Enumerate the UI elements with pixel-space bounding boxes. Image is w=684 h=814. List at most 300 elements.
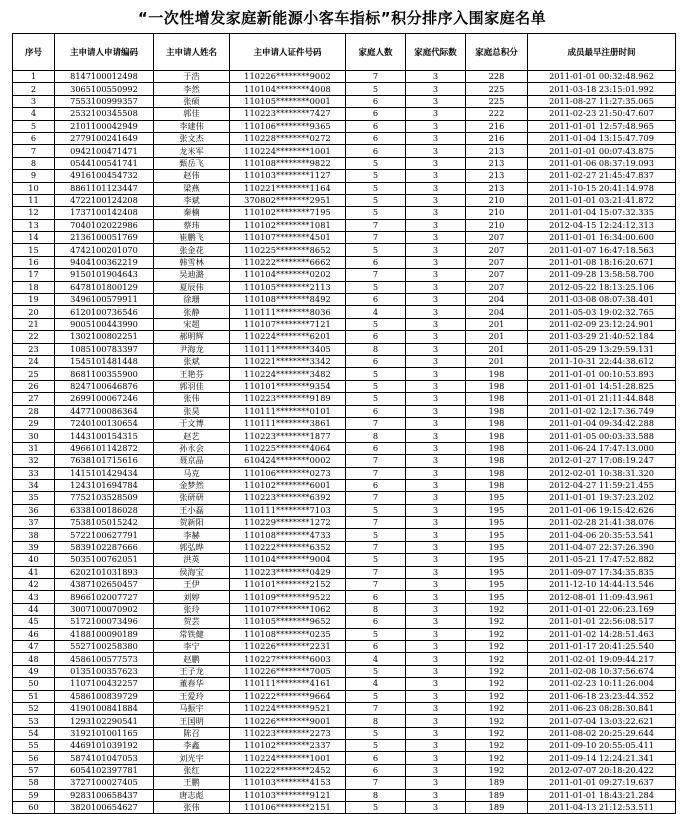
cell-index: 23: [13, 343, 55, 355]
cell-total-score: 222: [466, 108, 528, 120]
cell-index: 59: [13, 789, 55, 801]
cell-register-time: 2011-08-02 20:25:29.644: [528, 727, 676, 739]
cell-code: 4469101039192: [55, 740, 154, 752]
cell-id-number: 110108********0235: [230, 628, 346, 640]
table-row: [13, 417, 676, 429]
col-header-total-score: 家庭总积分: [466, 34, 528, 71]
cell-family-size: 6: [346, 405, 406, 417]
cell-total-score: 225: [466, 95, 528, 107]
cell-total-score: 207: [466, 232, 528, 244]
cell-register-time: 2012-04-15 12:24:12.313: [528, 219, 676, 231]
cell-generations: 3: [406, 442, 466, 454]
cell-code: 0544100541741: [55, 157, 154, 169]
table-row: [13, 83, 676, 95]
cell-total-score: 213: [466, 182, 528, 194]
cell-register-time: 2011-04-06 20:35:53.541: [528, 529, 676, 541]
cell-total-score: 198: [466, 405, 528, 417]
cell-family-size: 6: [346, 591, 406, 603]
cell-id-number: 110223********9189: [230, 393, 346, 405]
cell-index: 60: [13, 802, 55, 814]
cell-total-score: 210: [466, 207, 528, 219]
cell-family-size: 5: [346, 727, 406, 739]
cell-register-time: 2012-04-27 11:59:21.455: [528, 479, 676, 491]
cell-register-time: 2012-01-27 17:08:19.247: [528, 455, 676, 467]
cell-id-number: 110224********3482: [230, 368, 346, 380]
cell-name: 崔鹏飞: [154, 232, 230, 244]
cell-name: 徐珊: [154, 294, 230, 306]
cell-total-score: 228: [466, 71, 528, 83]
cell-total-score: 201: [466, 331, 528, 343]
cell-index: 18: [13, 281, 55, 293]
cell-code: 1243101694784: [55, 479, 154, 491]
cell-name: 龙米军: [154, 145, 230, 157]
table-row: [13, 430, 676, 442]
cell-name: 刘光宇: [154, 752, 230, 764]
table-row: [13, 368, 676, 380]
cell-generations: 3: [406, 281, 466, 293]
cell-total-score: 216: [466, 132, 528, 144]
cell-code: 4742100201070: [55, 244, 154, 256]
table-row: [13, 727, 676, 739]
cell-id-number: 110221********1164: [230, 182, 346, 194]
table-row: [13, 355, 676, 367]
cell-name: 尹海龙: [154, 343, 230, 355]
cell-id-number: 110104********0202: [230, 269, 346, 281]
cell-name: 常铁健: [154, 628, 230, 640]
cell-register-time: 2011-01-06 19:15:42.626: [528, 504, 676, 516]
cell-index: 20: [13, 306, 55, 318]
table-row: [13, 281, 676, 293]
cell-register-time: 2011-08-27 11:27:35.065: [528, 95, 676, 107]
cell-family-size: 5: [346, 690, 406, 702]
table-row: [13, 665, 676, 677]
table-row: [13, 603, 676, 615]
cell-name: 张文杰: [154, 132, 230, 144]
cell-id-number: 110103********1127: [230, 170, 346, 182]
table-row: [13, 132, 676, 144]
cell-index: 58: [13, 777, 55, 789]
cell-index: 3: [13, 95, 55, 107]
cell-total-score: 198: [466, 417, 528, 429]
cell-generations: 3: [406, 479, 466, 491]
table-row: [13, 752, 676, 764]
cell-register-time: 2011-02-23 21:50:47.607: [528, 108, 676, 120]
cell-register-time: 2011-04-07 22:37:26.390: [528, 541, 676, 553]
cell-name: 贺芸: [154, 616, 230, 628]
cell-name: 李然: [154, 83, 230, 95]
table-row: [13, 95, 676, 107]
cell-total-score: 195: [466, 504, 528, 516]
cell-index: 55: [13, 740, 55, 752]
cell-total-score: 198: [466, 380, 528, 392]
col-header-index: 序号: [13, 34, 55, 71]
table-row: [13, 244, 676, 256]
cell-generations: 3: [406, 455, 466, 467]
cell-index: 22: [13, 331, 55, 343]
cell-family-size: 7: [346, 517, 406, 529]
table-row: [13, 764, 676, 776]
table-row: [13, 554, 676, 566]
cell-generations: 3: [406, 232, 466, 244]
cell-code: 4477100086364: [55, 405, 154, 417]
cell-generations: 3: [406, 702, 466, 714]
cell-generations: 3: [406, 306, 466, 318]
table-row: [13, 318, 676, 330]
cell-index: 12: [13, 207, 55, 219]
cell-id-number: 110111********3861: [230, 417, 346, 429]
cell-code: 3820100654627: [55, 802, 154, 814]
cell-family-size: 8: [346, 603, 406, 615]
cell-index: 39: [13, 541, 55, 553]
cell-total-score: 192: [466, 715, 528, 727]
cell-generations: 3: [406, 430, 466, 442]
cell-register-time: 2011-01-02 14:28:51.463: [528, 628, 676, 640]
cell-index: 49: [13, 665, 55, 677]
cell-index: 21: [13, 318, 55, 330]
cell-family-size: 8: [346, 430, 406, 442]
cell-family-size: 8: [346, 789, 406, 801]
cell-generations: 3: [406, 256, 466, 268]
cell-generations: 3: [406, 219, 466, 231]
cell-generations: 3: [406, 653, 466, 665]
table-row: [13, 566, 676, 578]
cell-index: 36: [13, 504, 55, 516]
cell-index: 26: [13, 380, 55, 392]
cell-generations: 3: [406, 120, 466, 132]
cell-family-size: 5: [346, 740, 406, 752]
cell-name: 梁燕: [154, 182, 230, 194]
cell-id-number: 110226********9001: [230, 715, 346, 727]
cell-code: 6338100186028: [55, 504, 154, 516]
cell-total-score: 198: [466, 430, 528, 442]
cell-total-score: 201: [466, 343, 528, 355]
cell-id-number: 110224********9521: [230, 702, 346, 714]
cell-register-time: 2011-01-02 12:17:36.749: [528, 405, 676, 417]
cell-generations: 3: [406, 182, 466, 194]
cell-index: 41: [13, 566, 55, 578]
cell-generations: 3: [406, 244, 466, 256]
cell-generations: 3: [406, 108, 466, 120]
cell-index: 40: [13, 554, 55, 566]
cell-register-time: 2011-01-04 09:34:42.288: [528, 417, 676, 429]
cell-id-number: 110223********6392: [230, 492, 346, 504]
table-header-row: [13, 34, 676, 71]
cell-name: 蔡玮: [154, 219, 230, 231]
cell-family-size: 7: [346, 467, 406, 479]
cell-family-size: 6: [346, 640, 406, 652]
cell-generations: 3: [406, 715, 466, 727]
cell-register-time: 2011-10-15 20:41:14.978: [528, 182, 676, 194]
cell-id-number: 110224********1001: [230, 752, 346, 764]
cell-name: 张金花: [154, 244, 230, 256]
cell-total-score: 195: [466, 591, 528, 603]
cell-total-score: 192: [466, 727, 528, 739]
table-row: [13, 504, 676, 516]
cell-id-number: 110107********7121: [230, 318, 346, 330]
cell-name: 王小磊: [154, 504, 230, 516]
table-row: [13, 232, 676, 244]
cell-code: 8147100012498: [55, 71, 154, 83]
cell-name: 王爱玲: [154, 690, 230, 702]
cell-family-size: 5: [346, 244, 406, 256]
cell-generations: 3: [406, 591, 466, 603]
cell-family-size: 7: [346, 777, 406, 789]
table-row: [13, 108, 676, 120]
cell-register-time: 2011-07-04 13:03:22.621: [528, 715, 676, 727]
cell-index: 16: [13, 256, 55, 268]
cell-id-number: 110104********4008: [230, 83, 346, 95]
cell-name: 马振宇: [154, 702, 230, 714]
cell-id-number: 110111********4161: [230, 678, 346, 690]
cell-generations: 3: [406, 194, 466, 206]
cell-total-score: 192: [466, 653, 528, 665]
cell-id-number: 370802********2951: [230, 194, 346, 206]
cell-index: 38: [13, 529, 55, 541]
page-title: “一次性增发家庭新能源小客车指标”积分排序入围家庭名单: [137, 9, 547, 27]
cell-generations: 3: [406, 393, 466, 405]
cell-generations: 3: [406, 294, 466, 306]
cell-id-number: 110103********9121: [230, 789, 346, 801]
table-row: [13, 740, 676, 752]
cell-index: 57: [13, 764, 55, 776]
cell-generations: 3: [406, 417, 466, 429]
cell-register-time: 2011-04-13 21:12:53.511: [528, 802, 676, 814]
cell-id-number: 110107********1062: [230, 603, 346, 615]
cell-code: 5722100627791: [55, 529, 154, 541]
table-row: [13, 145, 676, 157]
cell-index: 44: [13, 603, 55, 615]
cell-code: 3065100550992: [55, 83, 154, 95]
cell-name: 于浩: [154, 71, 230, 83]
cell-code: 8966102007727: [55, 591, 154, 603]
cell-register-time: 2011-09-28 13:58:58.700: [528, 269, 676, 281]
cell-index: 7: [13, 145, 55, 157]
cell-id-number: 110226********7005: [230, 665, 346, 677]
table-row: [13, 170, 676, 182]
cell-code: 6202101031893: [55, 566, 154, 578]
cell-code: 4966101142872: [55, 442, 154, 454]
cell-code: 3496100579911: [55, 294, 154, 306]
cell-generations: 3: [406, 492, 466, 504]
cell-total-score: 213: [466, 170, 528, 182]
cell-code: 0135100357623: [55, 665, 154, 677]
cell-index: 35: [13, 492, 55, 504]
table-row: [13, 343, 676, 355]
table-row: [13, 256, 676, 268]
cell-index: 14: [13, 232, 55, 244]
cell-family-size: 7: [346, 702, 406, 714]
cell-total-score: 198: [466, 455, 528, 467]
cell-generations: 3: [406, 554, 466, 566]
cell-register-time: 2011-03-18 23:15:01.992: [528, 83, 676, 95]
cell-name: 吴迪潞: [154, 269, 230, 281]
cell-name: 王鹏: [154, 777, 230, 789]
cell-family-size: 5: [346, 182, 406, 194]
cell-code: 1302100802251: [55, 331, 154, 343]
cell-name: 赵艺: [154, 430, 230, 442]
cell-total-score: 198: [466, 479, 528, 491]
table-row: [13, 380, 676, 392]
cell-code: 1737100142408: [55, 207, 154, 219]
cell-name: 李赫: [154, 529, 230, 541]
cell-index: 45: [13, 616, 55, 628]
table-row: [13, 306, 676, 318]
cell-total-score: 189: [466, 789, 528, 801]
cell-name: 王艳芬: [154, 368, 230, 380]
cell-id-number: 110224********1001: [230, 145, 346, 157]
cell-register-time: 2011-01-01 00:32:48.962: [528, 71, 676, 83]
cell-id-number: 610424********0002: [230, 455, 346, 467]
cell-generations: 3: [406, 318, 466, 330]
cell-total-score: 192: [466, 628, 528, 640]
cell-name: 张研研: [154, 492, 230, 504]
cell-generations: 3: [406, 665, 466, 677]
cell-id-number: 110227********6003: [230, 653, 346, 665]
cell-name: 张伟: [154, 802, 230, 814]
table-row: [13, 702, 676, 714]
cell-total-score: 195: [466, 566, 528, 578]
cell-code: 8861101123447: [55, 182, 154, 194]
cell-family-size: 5: [346, 207, 406, 219]
cell-code: 6054102397781: [55, 764, 154, 776]
cell-total-score: 207: [466, 256, 528, 268]
cell-register-time: 2011-01-01 19:37:23.202: [528, 492, 676, 504]
cell-code: 1545101481448: [55, 355, 154, 367]
cell-family-size: 7: [346, 232, 406, 244]
cell-total-score: 192: [466, 690, 528, 702]
cell-index: 53: [13, 715, 55, 727]
cell-id-number: 110106********0273: [230, 467, 346, 479]
cell-code: 4916100454732: [55, 170, 154, 182]
cell-index: 19: [13, 294, 55, 306]
cell-name: 金梦然: [154, 479, 230, 491]
cell-index: 43: [13, 591, 55, 603]
cell-name: 张伟: [154, 393, 230, 405]
cell-index: 6: [13, 132, 55, 144]
cell-total-score: 204: [466, 294, 528, 306]
cell-family-size: 7: [346, 579, 406, 591]
table-row: [13, 442, 676, 454]
cell-name: 于文博: [154, 417, 230, 429]
cell-family-size: 6: [346, 145, 406, 157]
table-row: [13, 789, 676, 801]
cell-name: 陈召: [154, 727, 230, 739]
cell-code: 4722100124208: [55, 194, 154, 206]
cell-register-time: 2011-09-07 17:34:35.835: [528, 566, 676, 578]
table-row: [13, 579, 676, 591]
cell-id-number: 110228********0272: [230, 132, 346, 144]
cell-family-size: 8: [346, 343, 406, 355]
cell-index: 8: [13, 157, 55, 169]
cell-id-number: 110104********9004: [230, 554, 346, 566]
cell-family-size: 7: [346, 219, 406, 231]
cell-register-time: 2011-06-23 08:28:30.841: [528, 702, 676, 714]
cell-code: 6120100736546: [55, 306, 154, 318]
cell-generations: 3: [406, 740, 466, 752]
cell-register-time: 2012-08-01 11:09:43.961: [528, 591, 676, 603]
cell-register-time: 2011-01-04 15:07:32.335: [528, 207, 676, 219]
cell-name: 王伊: [154, 579, 230, 591]
col-header-family-size: 家庭人数: [346, 34, 406, 71]
cell-family-size: 5: [346, 393, 406, 405]
cell-register-time: 2011-01-01 00:07:43.875: [528, 145, 676, 157]
cell-generations: 3: [406, 579, 466, 591]
cell-code: 9005100443990: [55, 318, 154, 330]
cell-total-score: 189: [466, 802, 528, 814]
table-row: [13, 219, 676, 231]
cell-total-score: 207: [466, 281, 528, 293]
cell-register-time: 2011-03-29 21:40:52.184: [528, 331, 676, 343]
cell-total-score: 207: [466, 244, 528, 256]
cell-generations: 3: [406, 467, 466, 479]
cell-family-size: 7: [346, 455, 406, 467]
cell-register-time: 2011-06-24 17:47:13.000: [528, 442, 676, 454]
cell-code: 7538105015242: [55, 517, 154, 529]
cell-total-score: 207: [466, 269, 528, 281]
cell-generations: 3: [406, 727, 466, 739]
cell-code: 4188100090189: [55, 628, 154, 640]
cell-total-score: 192: [466, 678, 528, 690]
cell-register-time: 2012-07-07 20:18:20.422: [528, 764, 676, 776]
cell-id-number: 110107********4501: [230, 232, 346, 244]
cell-code: 4586100839729: [55, 690, 154, 702]
cell-code: 5874101047053: [55, 752, 154, 764]
cell-name: 韩雪林: [154, 256, 230, 268]
cell-code: 9283100658437: [55, 789, 154, 801]
cell-family-size: 5: [346, 380, 406, 392]
cell-code: 2136100051769: [55, 232, 154, 244]
cell-family-size: 7: [346, 492, 406, 504]
cell-name: 郝明辉: [154, 331, 230, 343]
cell-id-number: 110105********9652: [230, 616, 346, 628]
cell-register-time: 2011-09-10 20:55:05.411: [528, 740, 676, 752]
cell-name: 李建伟: [154, 120, 230, 132]
cell-family-size: 7: [346, 541, 406, 553]
cell-generations: 3: [406, 132, 466, 144]
cell-id-number: 110111********8036: [230, 306, 346, 318]
cell-id-number: 110223********7427: [230, 108, 346, 120]
cell-id-number: 110221********3342: [230, 355, 346, 367]
cell-generations: 3: [406, 603, 466, 615]
cell-name: 唐志彪: [154, 789, 230, 801]
cell-family-size: 7: [346, 269, 406, 281]
table-row: [13, 331, 676, 343]
cell-generations: 3: [406, 529, 466, 541]
cell-index: 5: [13, 120, 55, 132]
cell-name: 董春华: [154, 678, 230, 690]
cell-name: 郭羽佳: [154, 380, 230, 392]
cell-index: 30: [13, 430, 55, 442]
cell-code: 7638101715616: [55, 455, 154, 467]
cell-code: 4586100577573: [55, 653, 154, 665]
cell-index: 4: [13, 108, 55, 120]
cell-total-score: 192: [466, 752, 528, 764]
cell-family-size: 7: [346, 71, 406, 83]
col-header-generations: 家庭代际数: [406, 34, 466, 71]
table-row: [13, 71, 676, 83]
cell-index: 2: [13, 83, 55, 95]
cell-family-size: 7: [346, 417, 406, 429]
cell-id-number: 110111********3405: [230, 343, 346, 355]
cell-code: 3007100070902: [55, 603, 154, 615]
cell-code: 5527100258380: [55, 640, 154, 652]
cell-index: 56: [13, 752, 55, 764]
cell-name: 马克: [154, 467, 230, 479]
cell-family-size: 5: [346, 83, 406, 95]
col-header-register-time: 成员最早注册时间: [528, 34, 676, 71]
cell-total-score: 210: [466, 194, 528, 206]
table-row: [13, 653, 676, 665]
